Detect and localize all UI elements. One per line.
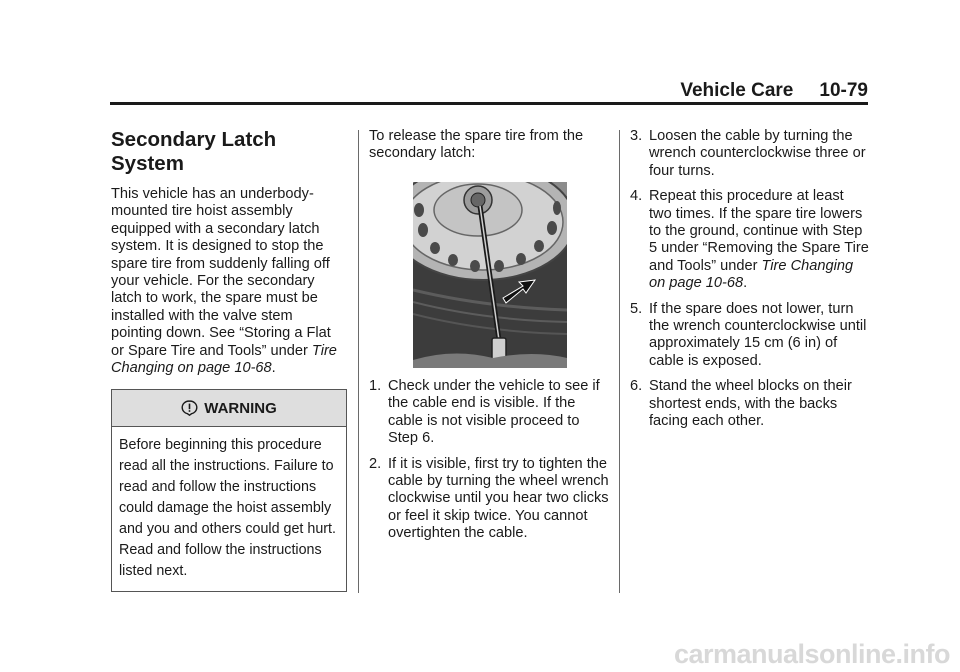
step-number: 2.: [369, 455, 382, 472]
step-item: [630, 378, 870, 430]
steps-list-1: [369, 378, 613, 543]
warning-box: [111, 389, 347, 592]
column-divider-left: [358, 130, 359, 593]
release-intro: To release the spare tire from the secondary latch:: [369, 128, 584, 162]
step-number: 1.: [369, 378, 382, 394]
header-rule: [110, 102, 868, 105]
step-text: Check under the vehicle to see if the cable end is visible. If the cable is not visible proceed to Step 6.: [388, 378, 600, 447]
section-heading: Secondary Latch System: [111, 128, 277, 175]
cross-reference-link[interactable]: Tire Changing on page 10-68: [111, 342, 337, 377]
step-item: [630, 128, 870, 180]
spare-tire-cable-illustration: [413, 182, 567, 368]
step-text-end: .: [743, 275, 748, 292]
page-number: 10-79: [819, 80, 868, 101]
intro-paragraph: [111, 186, 347, 377]
warning-body: Before beginning this procedure read all the instructions. Failure to read and follow the instructions could damage the hoist assembly and you and others could get hurt. Read and follow the instructions listed next.: [119, 437, 336, 580]
step-text: If it is visible, first try to tighten the cable by turning the wheel wrench clockwise until you hear two clicks or feel it skip twice. You cannot overtighten the cable.: [388, 455, 609, 542]
step-item: [630, 301, 870, 371]
intro-end: .: [271, 360, 276, 377]
step-text: Stand the wheel blocks on their shortest ends, with the backs facing each other.: [649, 378, 852, 430]
middle-steps: [369, 378, 613, 551]
middle-column: [369, 128, 613, 163]
step-number: 6.: [630, 378, 643, 395]
step-item: [369, 456, 613, 543]
section-title: Vehicle Care: [680, 80, 794, 101]
warning-symbol-icon: [181, 400, 198, 416]
warning-header: [112, 390, 346, 427]
step-number: 5.: [630, 300, 643, 317]
step-text: Repeat this procedure at least two times. If the spare tire lowers to the ground, continue with Step 5 under “Removing the Spare Tire and Tools” under: [649, 188, 869, 274]
column-divider-right: [619, 130, 620, 593]
site-watermark: carmanualsonline.info: [673, 639, 950, 669]
step-text: Loosen the cable by turning the wrench counterclockwise three or four turns.: [649, 128, 866, 179]
warning-title: WARNING: [204, 399, 277, 417]
intro-text: This vehicle has an underbody-mounted tire hoist assembly equipped with a secondary latch system. It is designed to stop the spare tire from suddenly falling off your vehicle. For the secondary latch to work, the spare must be installed with the valve stem pointing down. See “Storing a Flat or Spare Tire and Tools” under: [111, 186, 331, 359]
step-item: [369, 378, 613, 448]
steps-list-2: [630, 128, 870, 431]
page-header: [110, 80, 868, 104]
left-column: [111, 128, 347, 592]
cross-reference-link[interactable]: Tire Changing on page 10-68: [649, 257, 854, 292]
step-text: If the spare does not lower, turn the wrench counterclockwise until approximately 15 cm (6 in) of cable is exposed.: [649, 300, 867, 369]
step-number: 3.: [630, 128, 643, 144]
step-number: 4.: [630, 188, 643, 205]
right-column: [630, 128, 870, 439]
step-item: [630, 188, 870, 292]
